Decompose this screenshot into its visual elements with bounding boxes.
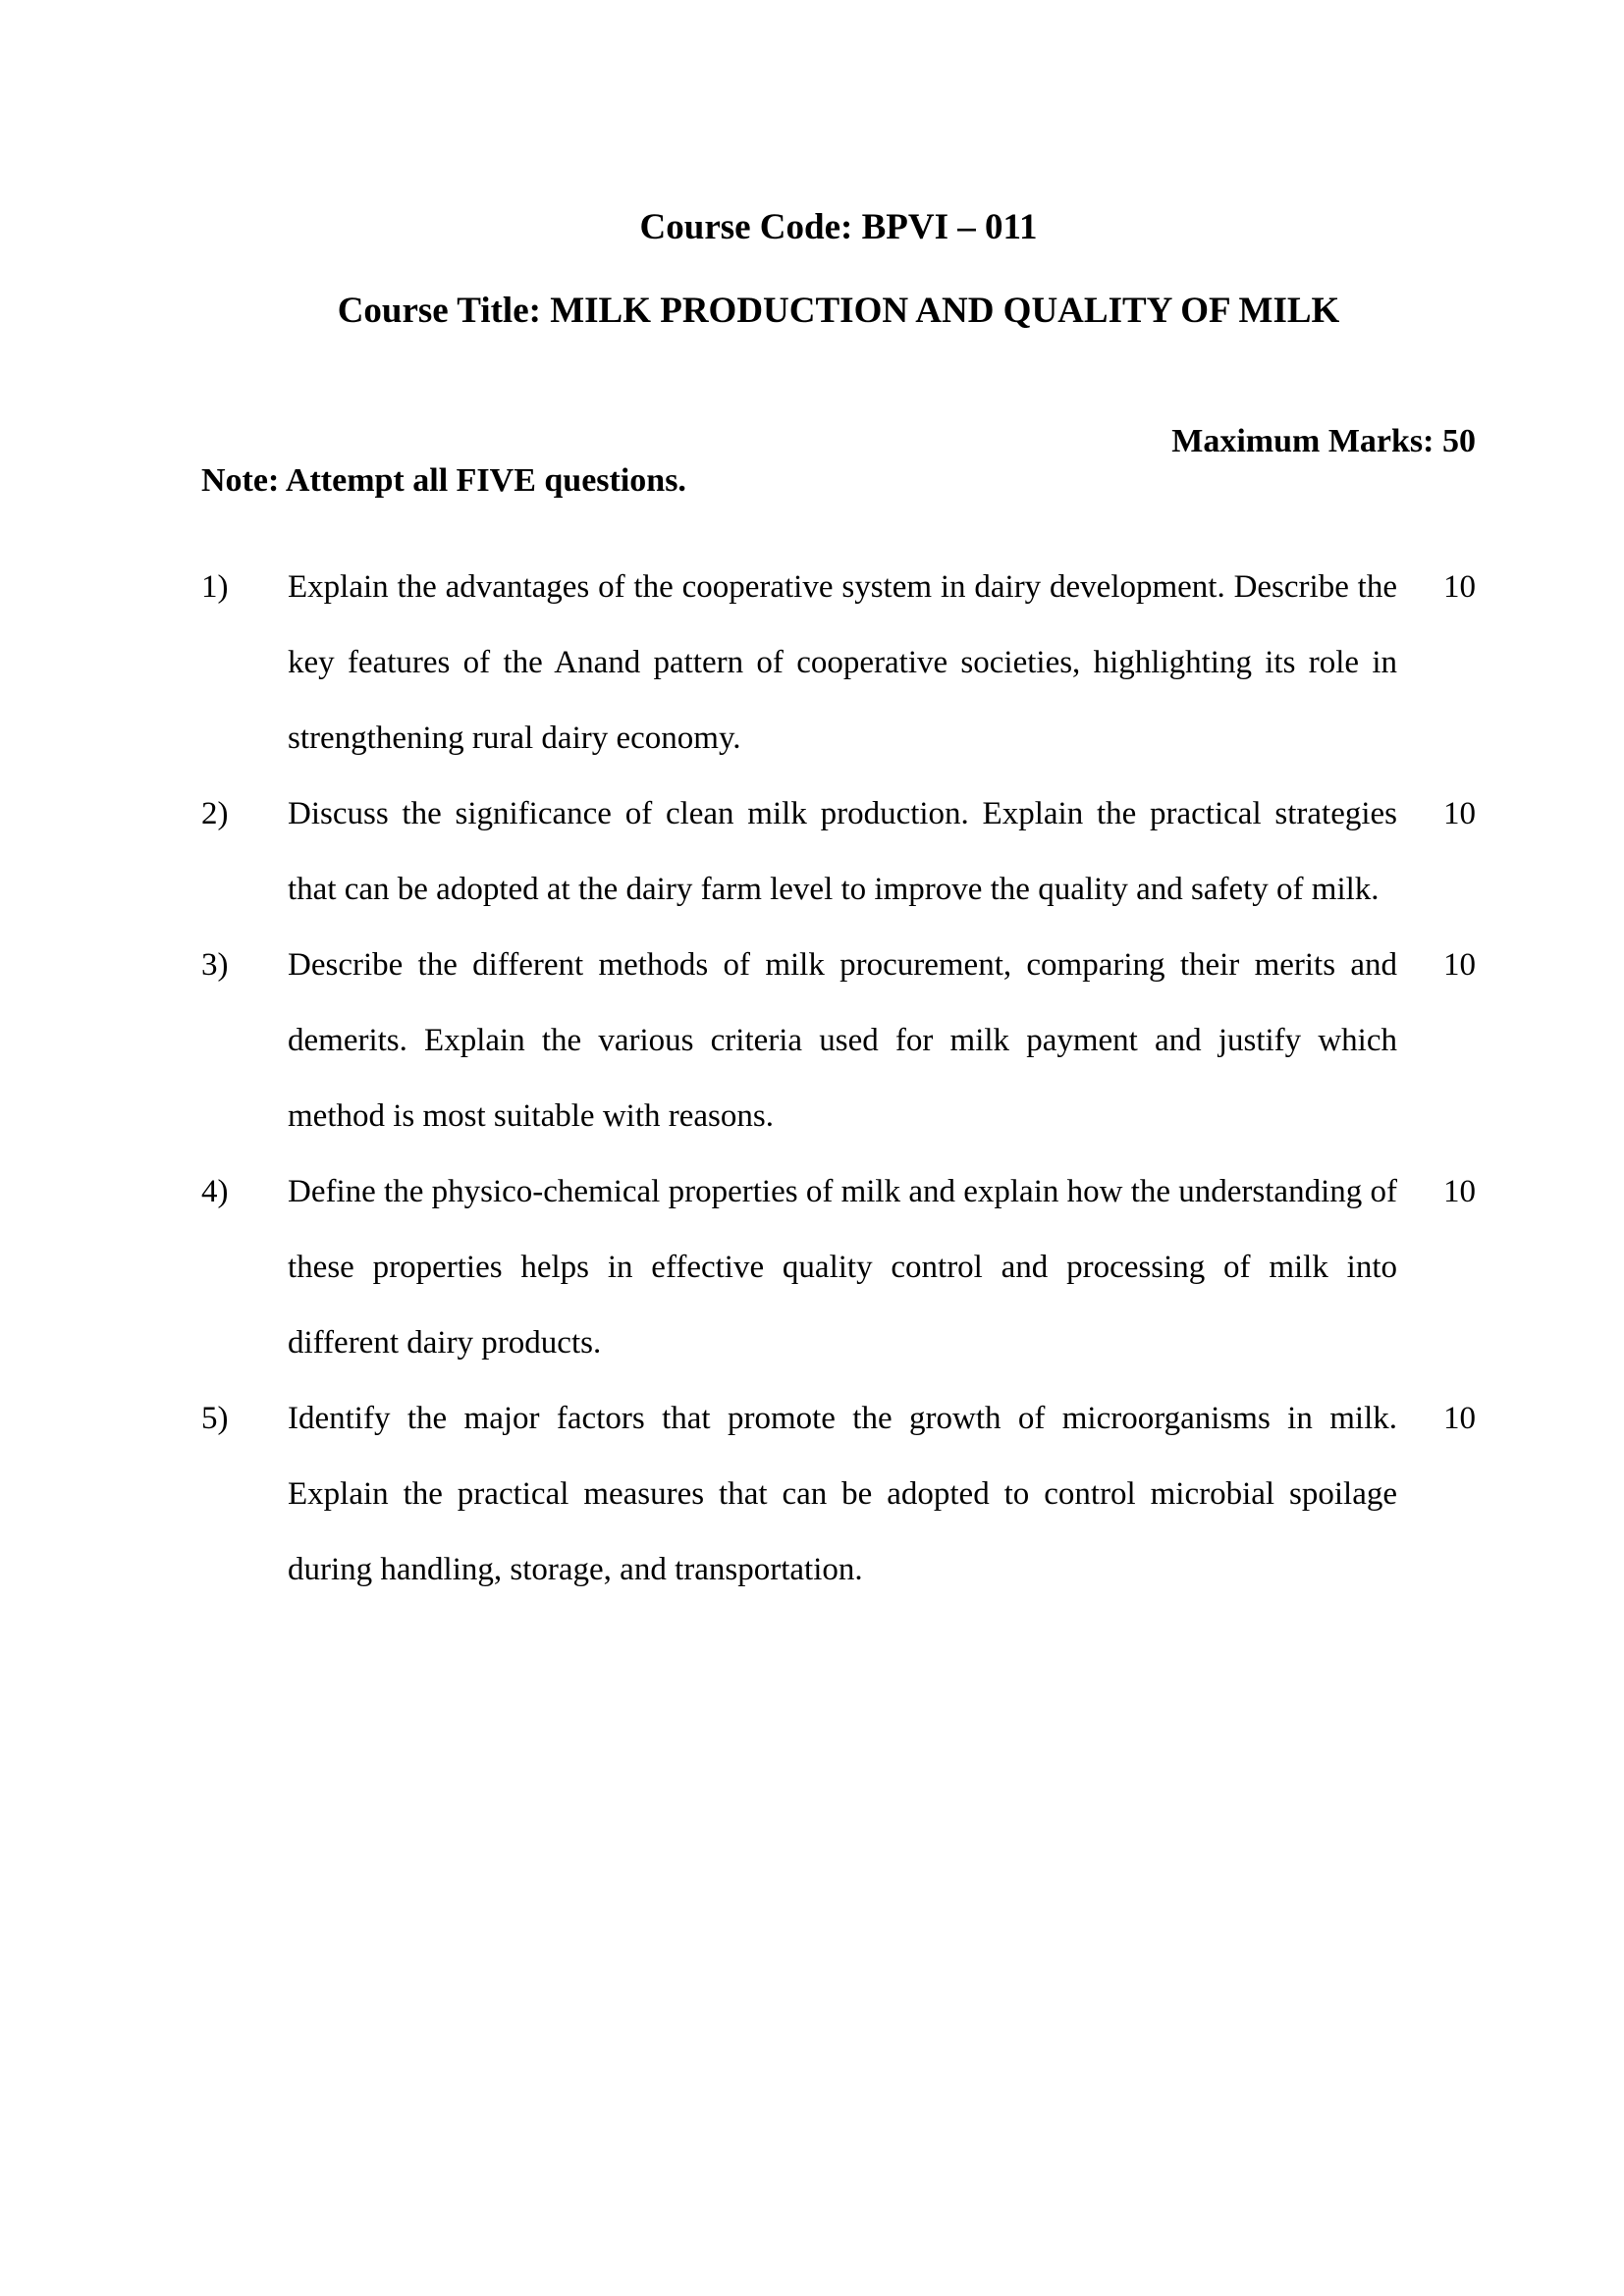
question-marks: 10 [1443, 569, 1476, 605]
question-marks: 10 [1443, 947, 1476, 983]
maximum-marks: Maximum Marks: 50 [1171, 423, 1476, 459]
question-row [201, 776, 1476, 928]
course-title: Course Title: MILK PRODUCTION AND QUALITY OF MILK [337, 291, 1340, 331]
question-text: Identify the major factors that promote the growth of microorganisms in milk. Explain the practical measures that can be adopted to control microbial spoilage during handling, storage, and transportation. [288, 1401, 1397, 1587]
course-code-title: Course Code: BPVI – 011 [639, 207, 1038, 247]
question-row [201, 550, 1476, 776]
question-number: 3) [201, 947, 229, 983]
question-text: Discuss the significance of clean milk production. Explain the practical strategies that can be adopted at the dairy farm level to improve the quality and safety of milk. [288, 796, 1397, 907]
question-marks: 10 [1443, 796, 1476, 831]
question-row [201, 1154, 1476, 1381]
questions-list [201, 550, 1476, 1608]
question-number: 1) [201, 569, 229, 605]
question-text: Define the physico-chemical properties of milk and explain how the understanding of these properties helps in effective quality control and processing of milk into different dairy products. [288, 1174, 1397, 1361]
question-number: 4) [201, 1174, 229, 1209]
question-text: Explain the advantages of the cooperative system in dairy development. Describe the key features of the Anand pattern of cooperative societies, highlighting its role in strengthening rural dairy economy. [288, 569, 1397, 756]
question-number: 2) [201, 796, 229, 831]
question-text: Describe the different methods of milk procurement, comparing their merits and demerits. Explain the various criteria used for milk payment and justify which method is most suitable with reasons. [288, 947, 1397, 1134]
question-marks: 10 [1443, 1401, 1476, 1436]
question-number: 5) [201, 1401, 229, 1436]
question-row [201, 928, 1476, 1154]
question-row [201, 1381, 1476, 1608]
note-attempt-questions: Note: Attempt all FIVE questions. [201, 462, 686, 499]
question-marks: 10 [1443, 1174, 1476, 1209]
